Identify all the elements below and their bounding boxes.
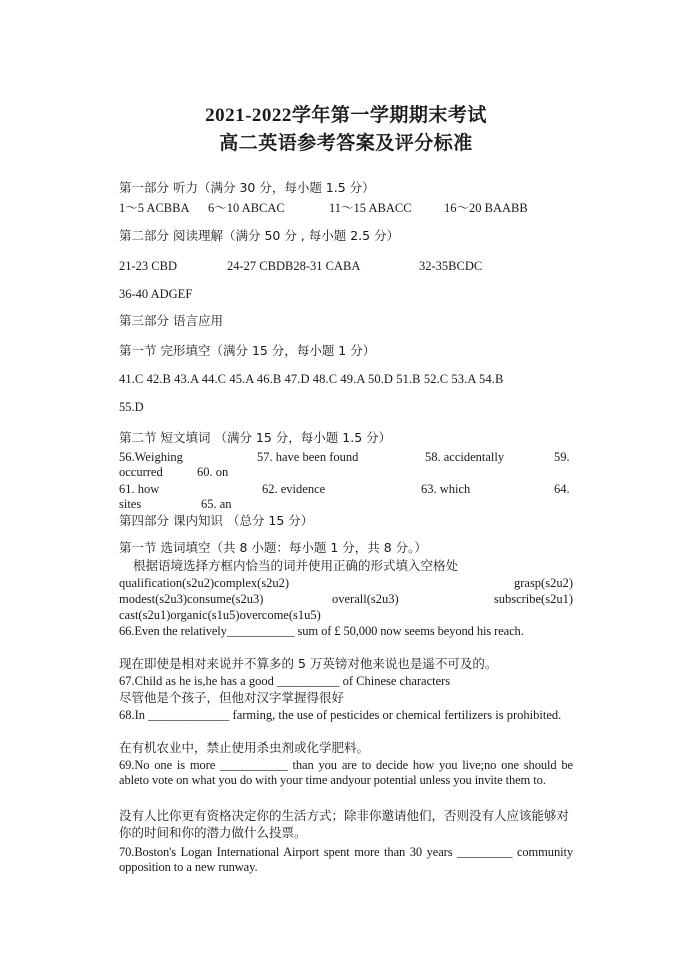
question-69: 69.No one is more ___________ than you are to decide how you live;no one should be ableto vote on what you do with your time andyour potential unless you invite them to. — [119, 758, 573, 787]
answer-64: sites — [119, 497, 142, 511]
document-subtitle: 高二英语参考答案及评分标准 — [219, 133, 473, 154]
answer-57: 57. have been found — [257, 450, 359, 464]
answer-64-label: 64. — [554, 482, 570, 496]
part3-section1-answers: 41.C 42.B 43.A 44.C 45.A 46.B 47.D 48.C 49.A 50.D 51.B 52.C 53.A 54.B — [119, 372, 504, 386]
question-70: 70.Boston's Logan International Airport spent more than 30 years _________ community opposition to a new runway. — [119, 845, 573, 874]
part1-answer-1: 1～5 ACBBA — [119, 201, 190, 215]
part3-section1-heading: 第一节 完形填空（满分 15 分，每小题 1 分） — [119, 343, 376, 358]
answer-59-label: 59. — [554, 450, 570, 464]
word-bank-item: modest(s2u3)consume(s2u3) — [119, 592, 264, 606]
answer-60: 60. on — [197, 465, 229, 479]
word-bank-item: overall(s2u3) — [332, 592, 399, 606]
question-66: 66.Even the relatively___________ sum of £ 50,000 now seems beyond his reach. — [119, 624, 524, 638]
answer-65: 65. an — [201, 497, 232, 511]
answer-62: 62. evidence — [262, 482, 326, 496]
question-68: 68.In _____________ farming, the use of pesticides or chemical fertilizers is prohibited. — [119, 708, 562, 722]
part2-answer-3: 32-35BCDC — [419, 259, 483, 273]
part3-section1-answers-line2: 55.D — [119, 400, 144, 414]
answer-58: 58. accidentally — [425, 450, 505, 464]
part2-answers-line2: 36-40 ADGEF — [119, 287, 193, 301]
question-67-translation: 尽管他是个孩子，但他对汉字掌握得很好 — [119, 690, 345, 705]
part4-heading: 第四部分 课内知识 （总分 15 分） — [119, 513, 314, 528]
part2-answer-2: 24-27 CBDB28-31 CABA — [227, 259, 361, 273]
part1-answer-2: 6～10 ABCAC — [208, 201, 285, 215]
question-68-translation: 在有机农业中，禁止使用杀虫剂或化学肥料。 — [119, 740, 370, 755]
answer-59: occurred — [119, 465, 163, 479]
part1-heading: 第一部分 听力（满分 30 分，每小题 1.5 分） — [119, 180, 375, 195]
word-bank-item: grasp(s2u2) — [513, 576, 573, 590]
part2-heading: 第二部分 阅读理解（满分 50 分 , 每小题 2.5 分） — [119, 228, 400, 243]
part4-instruction: 根据语境选择方框内恰当的词并使用正确的形式填入空格处 — [133, 558, 459, 573]
answer-56: 56.Weighing — [119, 450, 183, 464]
part4-section1-heading: 第一节 选词填空（共 8 小题：每小题 1 分，共 8 分。） — [119, 540, 427, 555]
question-67: 67.Child as he is,he has a good __________ of Chinese characters — [119, 674, 451, 688]
word-bank-item: qualification(s2u2)complex(s2u2) — [119, 576, 290, 590]
part2-answer-1: 21-23 CBD — [119, 259, 177, 273]
word-bank-line3: cast(s2u1)organic(s1u5)overcome(s1u5) — [119, 608, 321, 622]
part3-heading: 第三部分 语言应用 — [119, 313, 223, 328]
question-69-translation: 没有人比你更有资格决定你的生活方式；除非你邀请他们，否则没有人应该能够对你的时间和你的潜力做什么投票。 — [119, 808, 570, 840]
answer-61: 61. how — [119, 482, 160, 496]
part1-answer-3: 11～15 ABACC — [329, 201, 412, 215]
part1-answer-4: 16～20 BAABB — [444, 201, 528, 215]
answer-63: 63. which — [421, 482, 471, 496]
word-bank-item: subscribe(s2u1) — [493, 592, 573, 606]
part3-section2-heading: 第二节 短文填词 （满分 15 分，每小题 1.5 分） — [119, 430, 392, 445]
document-title: 2021-2022学年第一学期期末考试 — [205, 105, 487, 126]
question-66-translation: 现在即使是相对来说并不算多的 5 万英镑对他来说也是遥不可及的。 — [119, 656, 498, 671]
